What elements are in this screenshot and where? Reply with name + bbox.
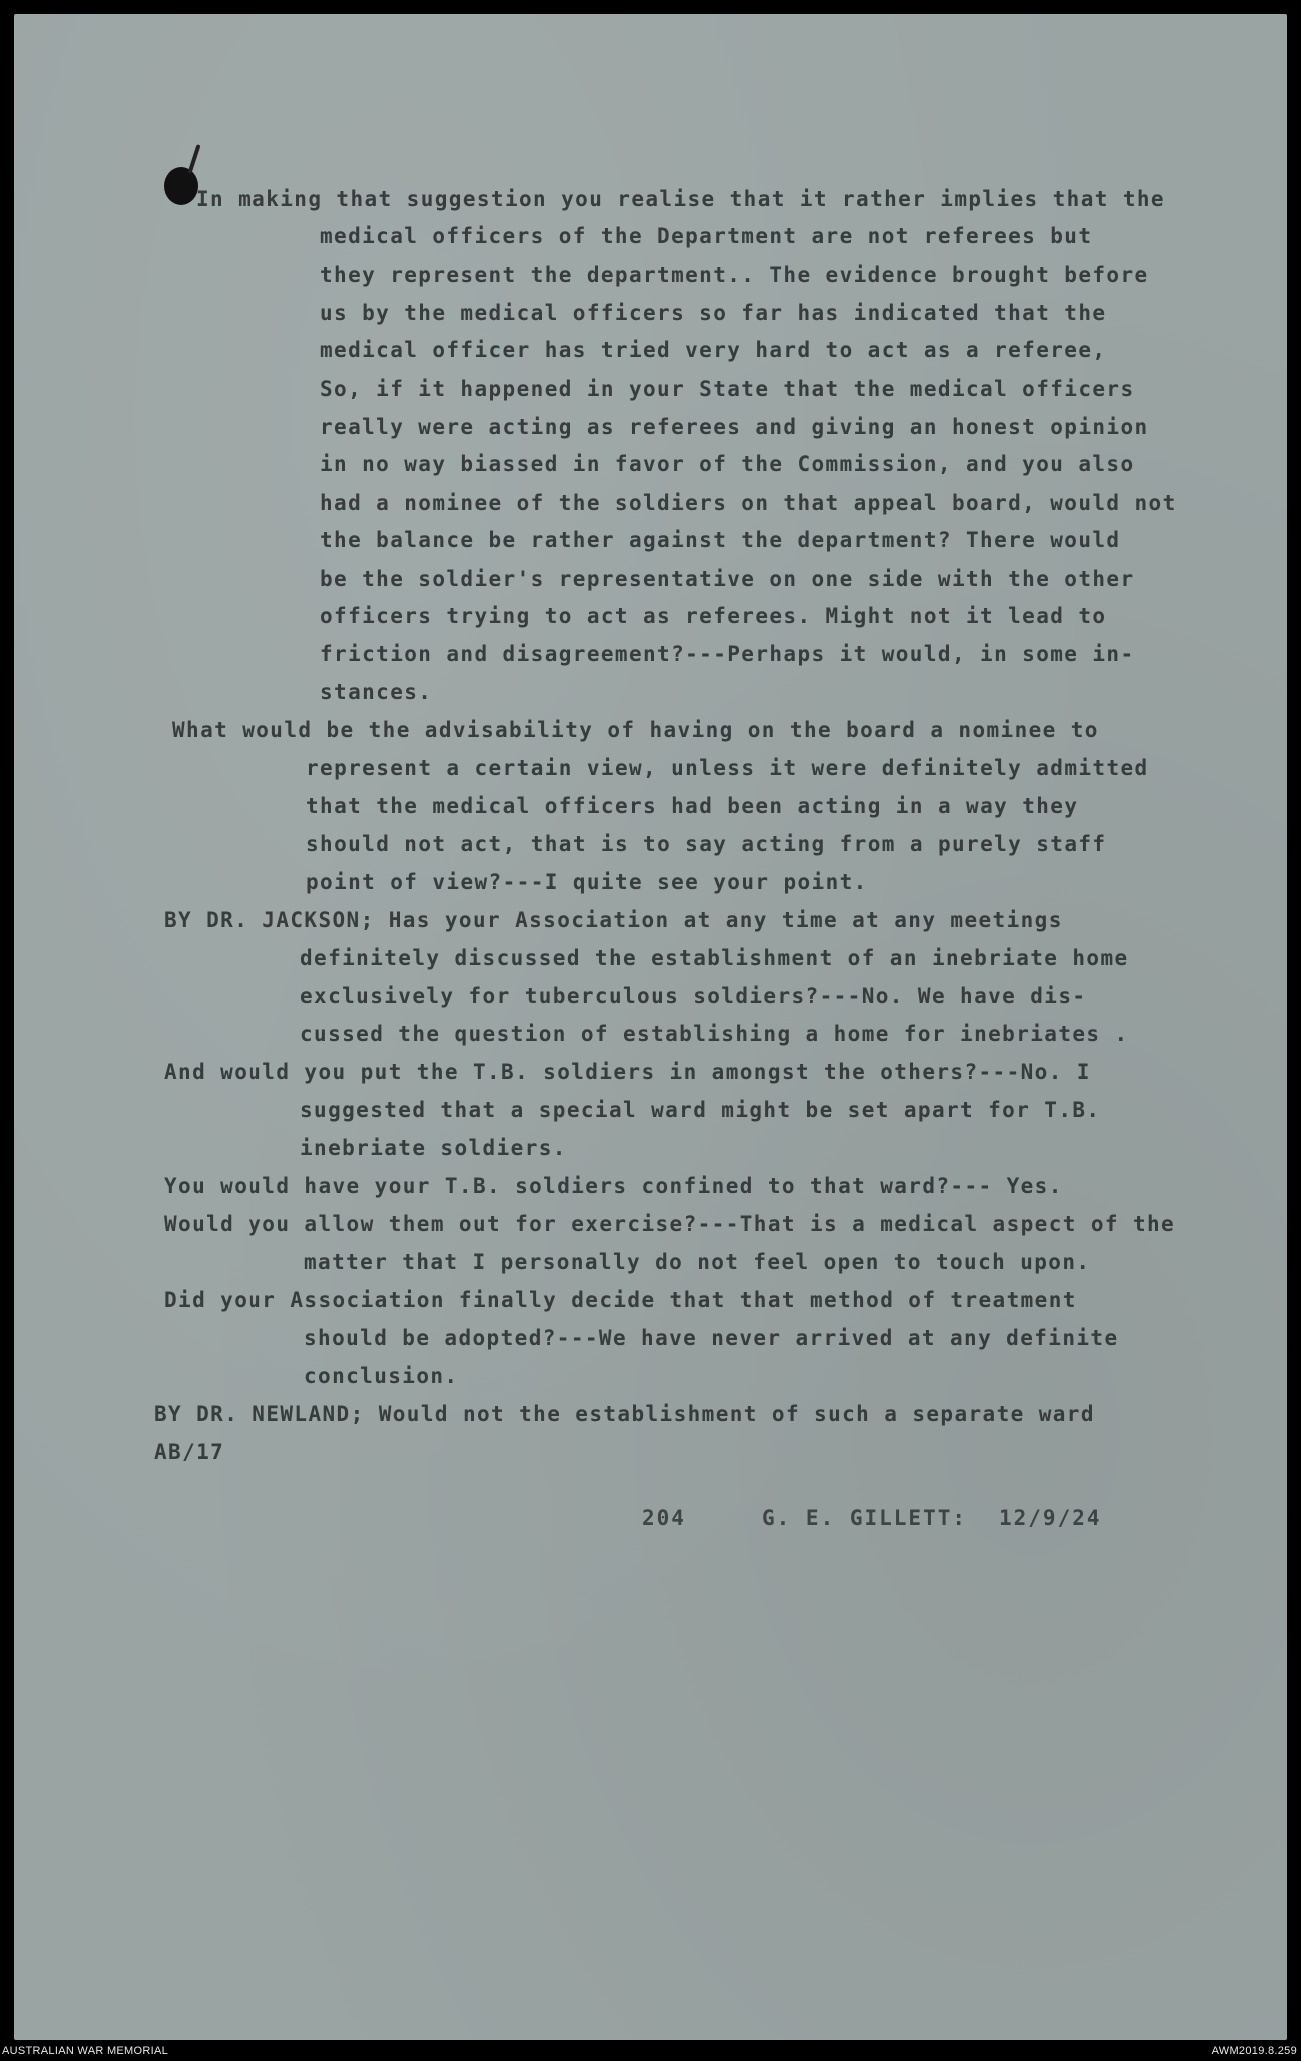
text-line: matter that I personally do not feel open to touch upon. bbox=[304, 1250, 1091, 1274]
archive-credit: AUSTRALIAN WAR MEMORIAL bbox=[2, 2045, 169, 2057]
text-line: inebriate soldiers. bbox=[300, 1136, 567, 1160]
document-page bbox=[14, 14, 1287, 2040]
text-line: should be adopted?---We have never arrived at any definite bbox=[304, 1326, 1119, 1350]
text-line: AB/17 bbox=[154, 1440, 225, 1464]
typed-text bbox=[14, 14, 1287, 2040]
page-number: 204 bbox=[642, 1506, 686, 1530]
text-line: What would be the advisability of having on the board a nominee to bbox=[172, 718, 1099, 742]
text-line: in no way biassed in favor of the Commission, and you also bbox=[320, 452, 1135, 476]
text-line: Did your Association finally decide that that method of treatment bbox=[164, 1288, 1077, 1312]
text-line: So, if it happened in your State that the medical officers bbox=[320, 377, 1135, 401]
text-line: medical officer has tried very hard to act as a referee, bbox=[320, 338, 1107, 362]
text-line: stances. bbox=[320, 680, 433, 704]
archive-reference: AWM2019.8.259 bbox=[1211, 2045, 1297, 2057]
text-line: really were acting as referees and giving an honest opinion bbox=[320, 415, 1149, 439]
text-line: exclusively for tuberculous soldiers?---No. We have dis- bbox=[300, 984, 1087, 1008]
text-line: cussed the question of establishing a home for inebriates . bbox=[300, 1022, 1129, 1046]
text-line: be the soldier's representative on one side with the other bbox=[320, 567, 1135, 591]
text-line: In making that suggestion you realise that it rather implies that the bbox=[196, 187, 1165, 211]
witness-name: G. E. GILLETT: bbox=[762, 1506, 968, 1530]
text-line: should not act, that is to say acting from a purely staff bbox=[306, 832, 1107, 856]
text-line: medical officers of the Department are not referees but bbox=[320, 224, 1093, 248]
text-line: You would have your T.B. soldiers confined to that ward?--- Yes. bbox=[164, 1174, 1063, 1198]
text-line: BY DR. JACKSON; Has your Association at any time at any meetings bbox=[164, 908, 1063, 932]
text-line: point of view?---I quite see your point. bbox=[306, 870, 868, 894]
text-line: that the medical officers had been acting in a way they bbox=[306, 794, 1079, 818]
text-line: the balance be rather against the department? There would bbox=[320, 528, 1121, 552]
text-line: friction and disagreement?---Perhaps it would, in some in- bbox=[320, 642, 1135, 666]
document-date: 12/9/24 bbox=[999, 1506, 1102, 1530]
text-line: officers trying to act as referees. Might not it lead to bbox=[320, 604, 1107, 628]
text-line: definitely discussed the establishment of an inebriate home bbox=[300, 946, 1129, 970]
text-line: had a nominee of the soldiers on that appeal board, would not bbox=[320, 491, 1177, 515]
text-line: And would you put the T.B. soldiers in amongst the others?---No. I bbox=[164, 1060, 1091, 1084]
text-line: suggested that a special ward might be set apart for T.B. bbox=[300, 1098, 1101, 1122]
text-line: conclusion. bbox=[304, 1364, 459, 1388]
text-line: represent a certain view, unless it were definitely admitted bbox=[306, 756, 1149, 780]
text-line: they represent the department.. The evidence brought before bbox=[320, 263, 1149, 287]
text-line: us by the medical officers so far has indicated that the bbox=[320, 301, 1107, 325]
text-line: Would you allow them out for exercise?---That is a medical aspect of the bbox=[164, 1212, 1176, 1236]
text-line: BY DR. NEWLAND; Would not the establishment of such a separate ward bbox=[154, 1402, 1095, 1426]
